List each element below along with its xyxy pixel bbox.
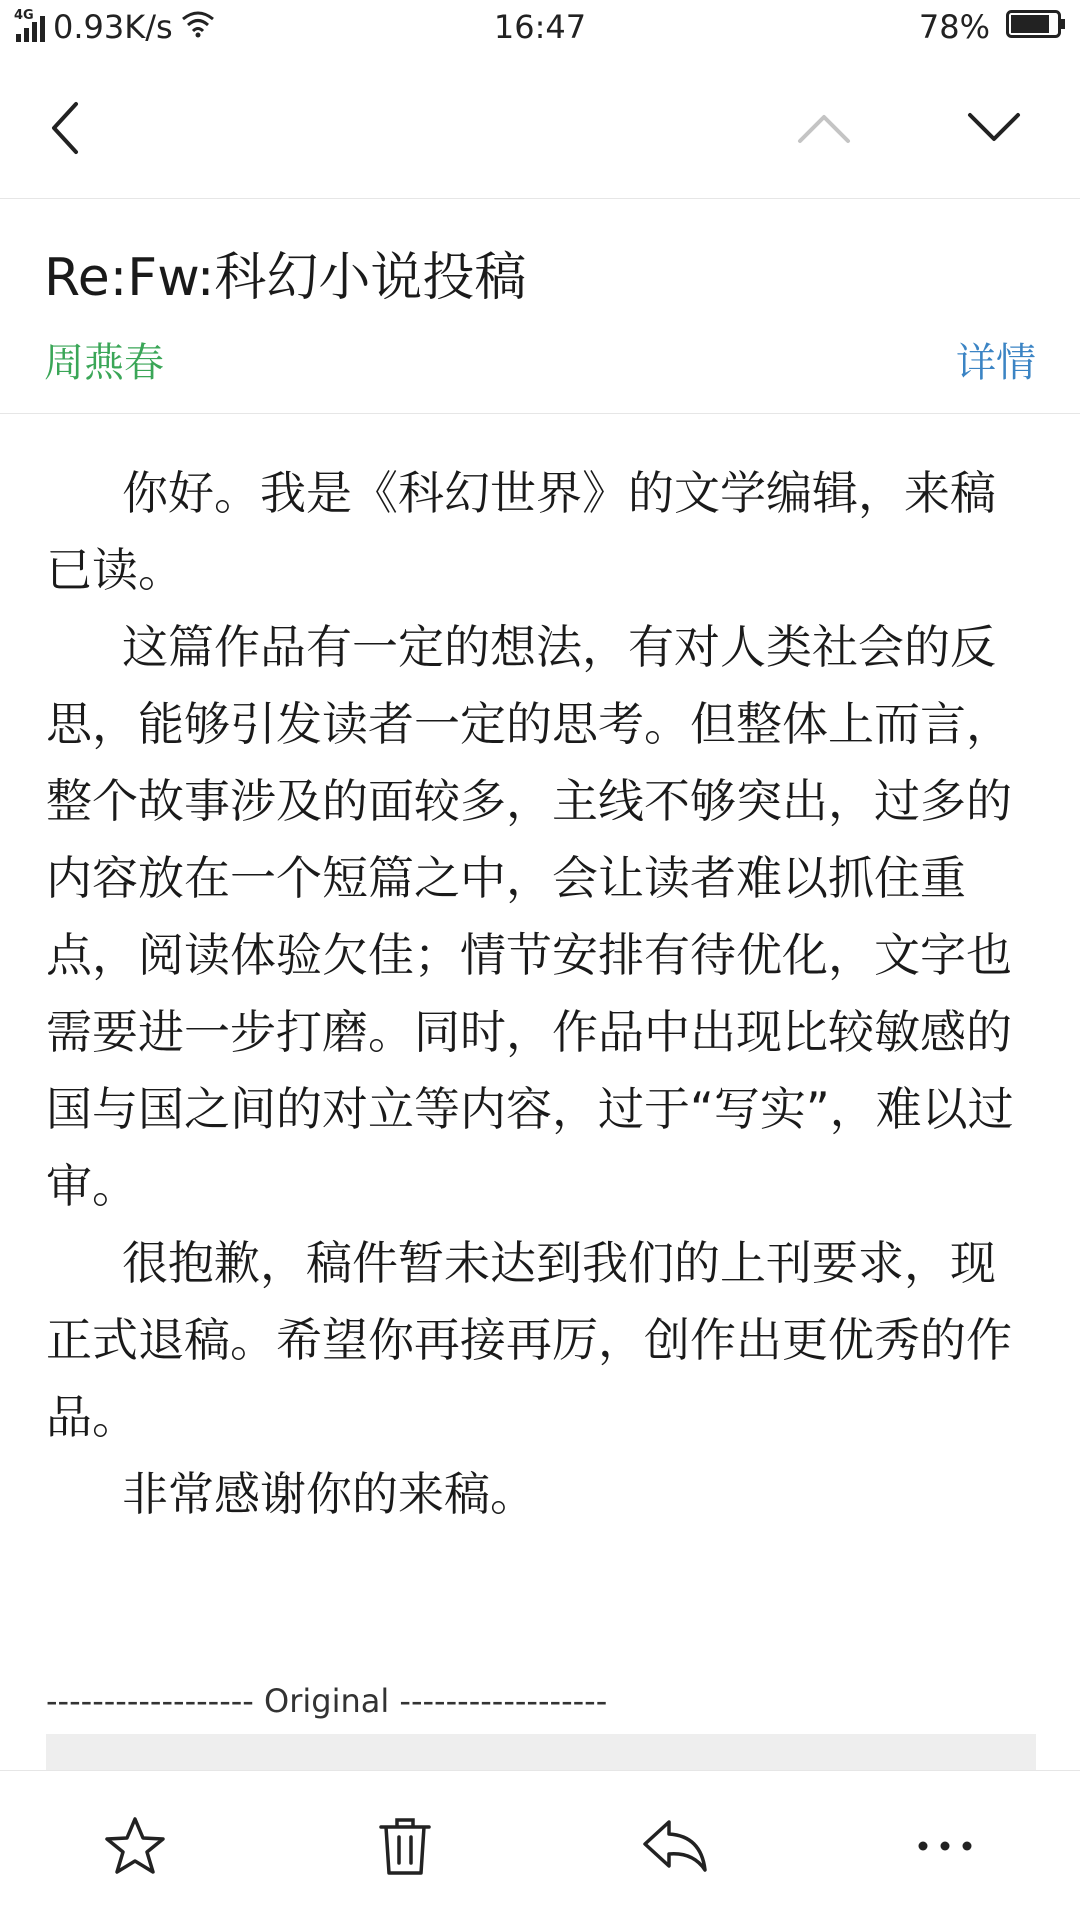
previous-mail-button[interactable] (784, 88, 864, 168)
sender-name[interactable]: 周燕春 (44, 340, 164, 386)
quoted-original-box (46, 1734, 1036, 1774)
body-paragraph: 非常感谢你的来稿。 (122, 1467, 536, 1521)
star-button[interactable] (90, 1801, 180, 1891)
details-link[interactable]: 详情 (956, 340, 1036, 386)
more-button[interactable] (900, 1801, 990, 1891)
bottom-toolbar (0, 1770, 1080, 1920)
chevron-left-icon (46, 100, 86, 156)
trash-icon (377, 1815, 433, 1877)
mail-header (0, 199, 1080, 414)
mail-body (46, 455, 1036, 1533)
network-speed: 0.93K/s (53, 8, 173, 46)
status-bar (0, 0, 1080, 58)
top-nav (0, 58, 1080, 199)
body-paragraph: 很抱歉，稿件暂未达到我们的上刊要求，现正式退稿。希望你再接再厉，创作出更优秀的作品。 (46, 1236, 1012, 1444)
next-mail-button[interactable] (954, 88, 1034, 168)
reply-button[interactable] (630, 1801, 720, 1891)
star-icon (103, 1815, 167, 1877)
battery-icon (1006, 8, 1066, 46)
delete-button[interactable] (360, 1801, 450, 1891)
status-right (919, 8, 1066, 46)
back-button[interactable] (26, 88, 106, 168)
original-separator: ------------------ Original ------------------ (46, 1682, 608, 1720)
chevron-down-icon (966, 111, 1022, 145)
battery-percent: 78% (918, 8, 990, 46)
network-type: 4G (14, 8, 34, 23)
more-icon (915, 1839, 975, 1853)
status-time: 16:47 (493, 8, 587, 46)
chevron-up-icon (796, 111, 852, 145)
body-paragraph: 你好。我是《科幻世界》的文学编辑，来稿已读。 (46, 466, 996, 597)
reply-icon (641, 1818, 709, 1874)
mail-subject: Re:Fw:科幻小说投稿 (44, 248, 527, 308)
body-paragraph: 这篇作品有一定的想法，有对人类社会的反思，能够引发读者一定的思考。但整体上而言，整个故事涉及的面较多，主线不够突出，过多的内容放在一个短篇之中，会让读者难以抓住重点，阅读体验欠佳；情节安排有待优化，文字也需要进一步打磨。同时，作品中出现比较敏感的国与国之间的对立等内容，过于“写实”，难以过审。 (46, 620, 1014, 1213)
